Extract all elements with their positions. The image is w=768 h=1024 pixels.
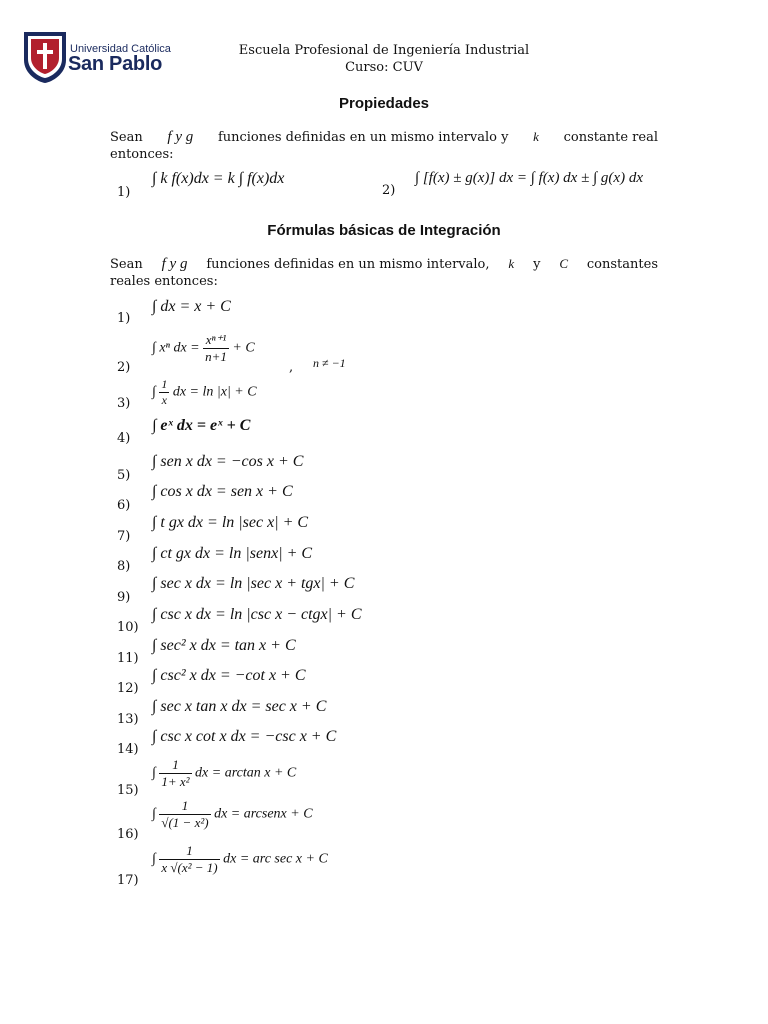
- intro-C: C: [559, 256, 569, 271]
- formula-label: 8): [117, 559, 131, 574]
- formula: ∫ eˣ dx = eˣ + C: [152, 417, 251, 434]
- fraction-denominator: x √(x² − 1): [161, 860, 218, 875]
- fraction-denominator: n+1: [205, 349, 227, 364]
- section2-intro: [110, 255, 658, 290]
- formula-label: 6): [117, 498, 131, 513]
- formula-pre: ∫: [152, 806, 156, 822]
- intro-then: entonces:: [110, 147, 174, 162]
- course-name: Curso: CUV: [345, 60, 423, 75]
- fraction: [159, 843, 219, 876]
- formula: ∫ sec² x dx = tan x + C: [152, 637, 296, 654]
- formula-label: 7): [117, 529, 131, 544]
- property-label: 2): [382, 183, 396, 198]
- fraction-numerator: xⁿ⁺¹: [203, 332, 229, 349]
- intro-text: funciones definidas en un mismo intervalo y: [217, 130, 509, 145]
- formula-pre: ∫ xⁿ dx =: [152, 340, 200, 356]
- formula: ∫ sec x dx = ln |sec x + tgx| + C: [152, 575, 355, 592]
- intro-const: constante real: [563, 130, 658, 145]
- formula-label: 1): [117, 311, 131, 326]
- school-name: Escuela Profesional de Ingeniería Industrial: [238, 43, 530, 58]
- section1-intro: [110, 128, 658, 163]
- formula-pre: ∫: [152, 765, 156, 781]
- fraction: [159, 798, 210, 831]
- formula: [152, 757, 296, 790]
- formula-label: 4): [117, 431, 131, 446]
- formula-label: 13): [117, 712, 139, 727]
- formula: ∫ sec x tan x dx = sec x + C: [152, 698, 327, 715]
- logo-line2: San Pablo: [68, 53, 162, 75]
- intro-vars: f y g: [161, 256, 188, 272]
- formula: ∫ csc x dx = ln |csc x − ctgx| + C: [152, 606, 362, 623]
- fraction-numerator: 1: [161, 377, 168, 391]
- formula: ∫ ct gx dx = ln |senx| + C: [152, 545, 313, 562]
- formula-pre: ∫: [152, 384, 156, 400]
- formula-label: 9): [117, 590, 131, 605]
- formula: ∫ cos x dx = sen x + C: [152, 483, 293, 500]
- intro-then: reales entonces:: [110, 274, 218, 289]
- intro-k: k: [533, 129, 539, 144]
- section-title-propiedades: Propiedades: [338, 95, 430, 112]
- formula-post: dx = ln |x| + C: [172, 384, 257, 400]
- formula-label: 3): [117, 396, 131, 411]
- formula-label: 2): [117, 360, 131, 375]
- intro-const: constantes: [586, 257, 658, 272]
- formula-post: dx = arctan x + C: [195, 765, 297, 781]
- formula: ∫ t gx dx = ln |sec x| + C: [152, 514, 309, 531]
- formula: [152, 377, 257, 408]
- fraction-denominator: 1+ x²: [161, 774, 190, 789]
- property-label: 1): [117, 185, 131, 200]
- formula: [152, 332, 255, 365]
- formula-post: + C: [232, 340, 255, 356]
- formula-label: 17): [117, 873, 139, 888]
- formula-pre: ∫: [152, 851, 156, 867]
- formula-label: 16): [117, 827, 139, 842]
- formula-label: 11): [117, 651, 139, 666]
- fraction-numerator: 1: [159, 798, 210, 815]
- condition-separator: ,: [289, 360, 294, 375]
- formula-label: 14): [117, 742, 139, 757]
- fraction: [203, 332, 229, 365]
- formula-label: 5): [117, 468, 131, 483]
- formula-label: 10): [117, 620, 139, 635]
- fraction-numerator: 1: [159, 757, 191, 774]
- formula: [152, 843, 328, 876]
- logo-line1: Universidad Católica: [70, 43, 171, 55]
- intro-vars: f y g: [167, 129, 194, 145]
- fraction-denominator: x: [161, 393, 167, 407]
- formula-post: dx = arc sec x + C: [223, 851, 328, 867]
- formula: ∫ csc² x dx = −cot x + C: [152, 667, 306, 684]
- formula-label: 15): [117, 783, 139, 798]
- formula: ∫ dx = x + C: [152, 298, 231, 315]
- intro-y: y: [533, 257, 541, 272]
- fraction: [159, 377, 169, 408]
- property-formula: ∫ k f(x)dx = k ∫ f(x)dx: [152, 170, 285, 187]
- section-title-formulas: Fórmulas básicas de Integración: [267, 222, 501, 239]
- formula-post: dx = arcsenx + C: [214, 806, 313, 822]
- intro-word: Sean: [110, 130, 143, 145]
- intro-word: Sean: [110, 257, 143, 272]
- fraction-numerator: 1: [159, 843, 219, 860]
- formula-label: 12): [117, 681, 139, 696]
- fraction-denominator: √(1 − x²): [161, 815, 209, 830]
- intro-text: funciones definidas en un mismo intervalo,: [206, 257, 490, 272]
- formula: [152, 798, 313, 831]
- fraction: [159, 757, 191, 790]
- formula: ∫ sen x dx = −cos x + C: [152, 453, 304, 470]
- intro-k: k: [508, 256, 515, 271]
- formula: ∫ csc x cot x dx = −csc x + C: [152, 728, 337, 745]
- property-formula: ∫ [f(x) ± g(x)] dx = ∫ f(x) dx ± ∫ g(x) dx: [415, 170, 643, 186]
- condition: n ≠ −1: [313, 356, 346, 370]
